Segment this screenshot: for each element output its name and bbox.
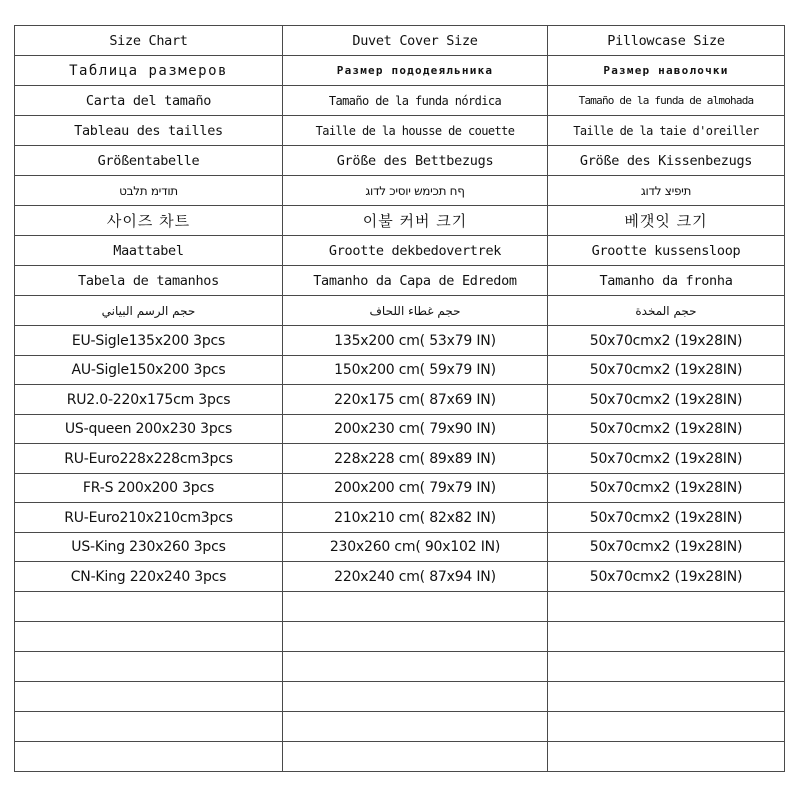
translation-cell: Tamanho da fronha [548,266,785,296]
translation-cell: 이불 커버 크기 [283,206,548,236]
translation-cell: 사이즈 차트 [15,206,283,236]
empty-row [15,592,785,622]
size-row [15,562,785,592]
pillow-size: 50x70cmx2 (19x28IN) [548,326,785,356]
translation-cell: ףח תכימש יוסיכ לדוג [283,176,548,206]
translation-row-arabic [15,296,785,326]
translation-row-portuguese [15,266,785,296]
size-name: CN-King 220x240 3pcs [15,562,283,592]
size-name: FR-S 200x200 3pcs [15,474,283,503]
translation-cell: Tamaño de la funda nórdica [283,86,548,116]
translation-cell: Grootte kussensloop [548,236,785,266]
translation-cell: حجم المخدة [548,296,785,326]
duvet-size: 220x240 cm( 87x94 IN) [283,562,548,592]
empty-row [15,712,785,742]
duvet-size: 200x200 cm( 79x79 IN) [283,474,548,503]
translation-row-german [15,146,785,176]
translation-cell: Размер наволочки [548,56,785,86]
size-row [15,356,785,385]
duvet-size: 150x200 cm( 59x79 IN) [283,356,548,385]
translation-row-french [15,116,785,146]
pillow-size: 50x70cmx2 (19x28IN) [548,444,785,474]
empty-row [15,652,785,682]
translation-cell: תודימ תלבט [15,176,283,206]
translation-cell: Taille de la taie d'oreiller [548,116,785,146]
duvet-size: 200x230 cm( 79x90 IN) [283,415,548,444]
header-pillowcase-size: Pillowcase Size [548,26,785,56]
duvet-size: 135x200 cm( 53x79 IN) [283,326,548,356]
empty-row [15,742,785,772]
translation-cell: Tabela de tamanhos [15,266,283,296]
translation-cell: Taille de la housse de couette [283,116,548,146]
pillow-size: 50x70cmx2 (19x28IN) [548,503,785,533]
size-row [15,444,785,474]
empty-row [15,682,785,712]
pillow-size: 50x70cmx2 (19x28IN) [548,533,785,562]
translation-row-dutch [15,236,785,266]
translation-cell: Таблица размеров [15,56,283,86]
translation-cell: Größe des Bettbezugs [283,146,548,176]
translation-cell: תיפיצ לדוג [548,176,785,206]
translation-row-korean [15,206,785,236]
translation-row-russian [15,56,785,86]
size-name: US-King 230x260 3pcs [15,533,283,562]
size-row [15,503,785,533]
pillow-size: 50x70cmx2 (19x28IN) [548,385,785,415]
size-name: RU-Euro210x210cm3pcs [15,503,283,533]
size-row [15,533,785,562]
translation-row-hebrew [15,176,785,206]
header-size-chart: Size Chart [15,26,283,56]
duvet-size: 220x175 cm( 87x69 IN) [283,385,548,415]
translation-cell: Tableau des tailles [15,116,283,146]
header-row [15,26,785,56]
pillow-size: 50x70cmx2 (19x28IN) [548,415,785,444]
size-chart-table [14,25,785,772]
translation-cell: Tamanho da Capa de Edredom [283,266,548,296]
translation-row-spanish [15,86,785,116]
size-row [15,326,785,356]
translation-cell: 베갯잇 크기 [548,206,785,236]
duvet-size: 230x260 cm( 90x102 IN) [283,533,548,562]
size-name: US-queen 200x230 3pcs [15,415,283,444]
size-name: RU2.0-220x175cm 3pcs [15,385,283,415]
duvet-size: 210x210 cm( 82x82 IN) [283,503,548,533]
pillow-size: 50x70cmx2 (19x28IN) [548,356,785,385]
translation-cell: حجم غطاء اللحاف [283,296,548,326]
size-name: AU-Sigle150x200 3pcs [15,356,283,385]
empty-row [15,622,785,652]
translation-cell: Größe des Kissenbezugs [548,146,785,176]
size-name: RU-Euro228x228cm3pcs [15,444,283,474]
duvet-size: 228x228 cm( 89x89 IN) [283,444,548,474]
translation-cell: Grootte dekbedovertrek [283,236,548,266]
size-name: EU-Sigle135x200 3pcs [15,326,283,356]
size-row [15,474,785,503]
translation-cell: Размер пододеяльника [283,56,548,86]
header-duvet-cover-size: Duvet Cover Size [283,26,548,56]
pillow-size: 50x70cmx2 (19x28IN) [548,562,785,592]
translation-cell: Tamaño de la funda de almohada [548,86,785,116]
translation-cell: حجم الرسم البياني [15,296,283,326]
size-row [15,415,785,444]
pillow-size: 50x70cmx2 (19x28IN) [548,474,785,503]
translation-cell: Maattabel [15,236,283,266]
translation-cell: Größentabelle [15,146,283,176]
size-row [15,385,785,415]
translation-cell: Carta del tamaño [15,86,283,116]
